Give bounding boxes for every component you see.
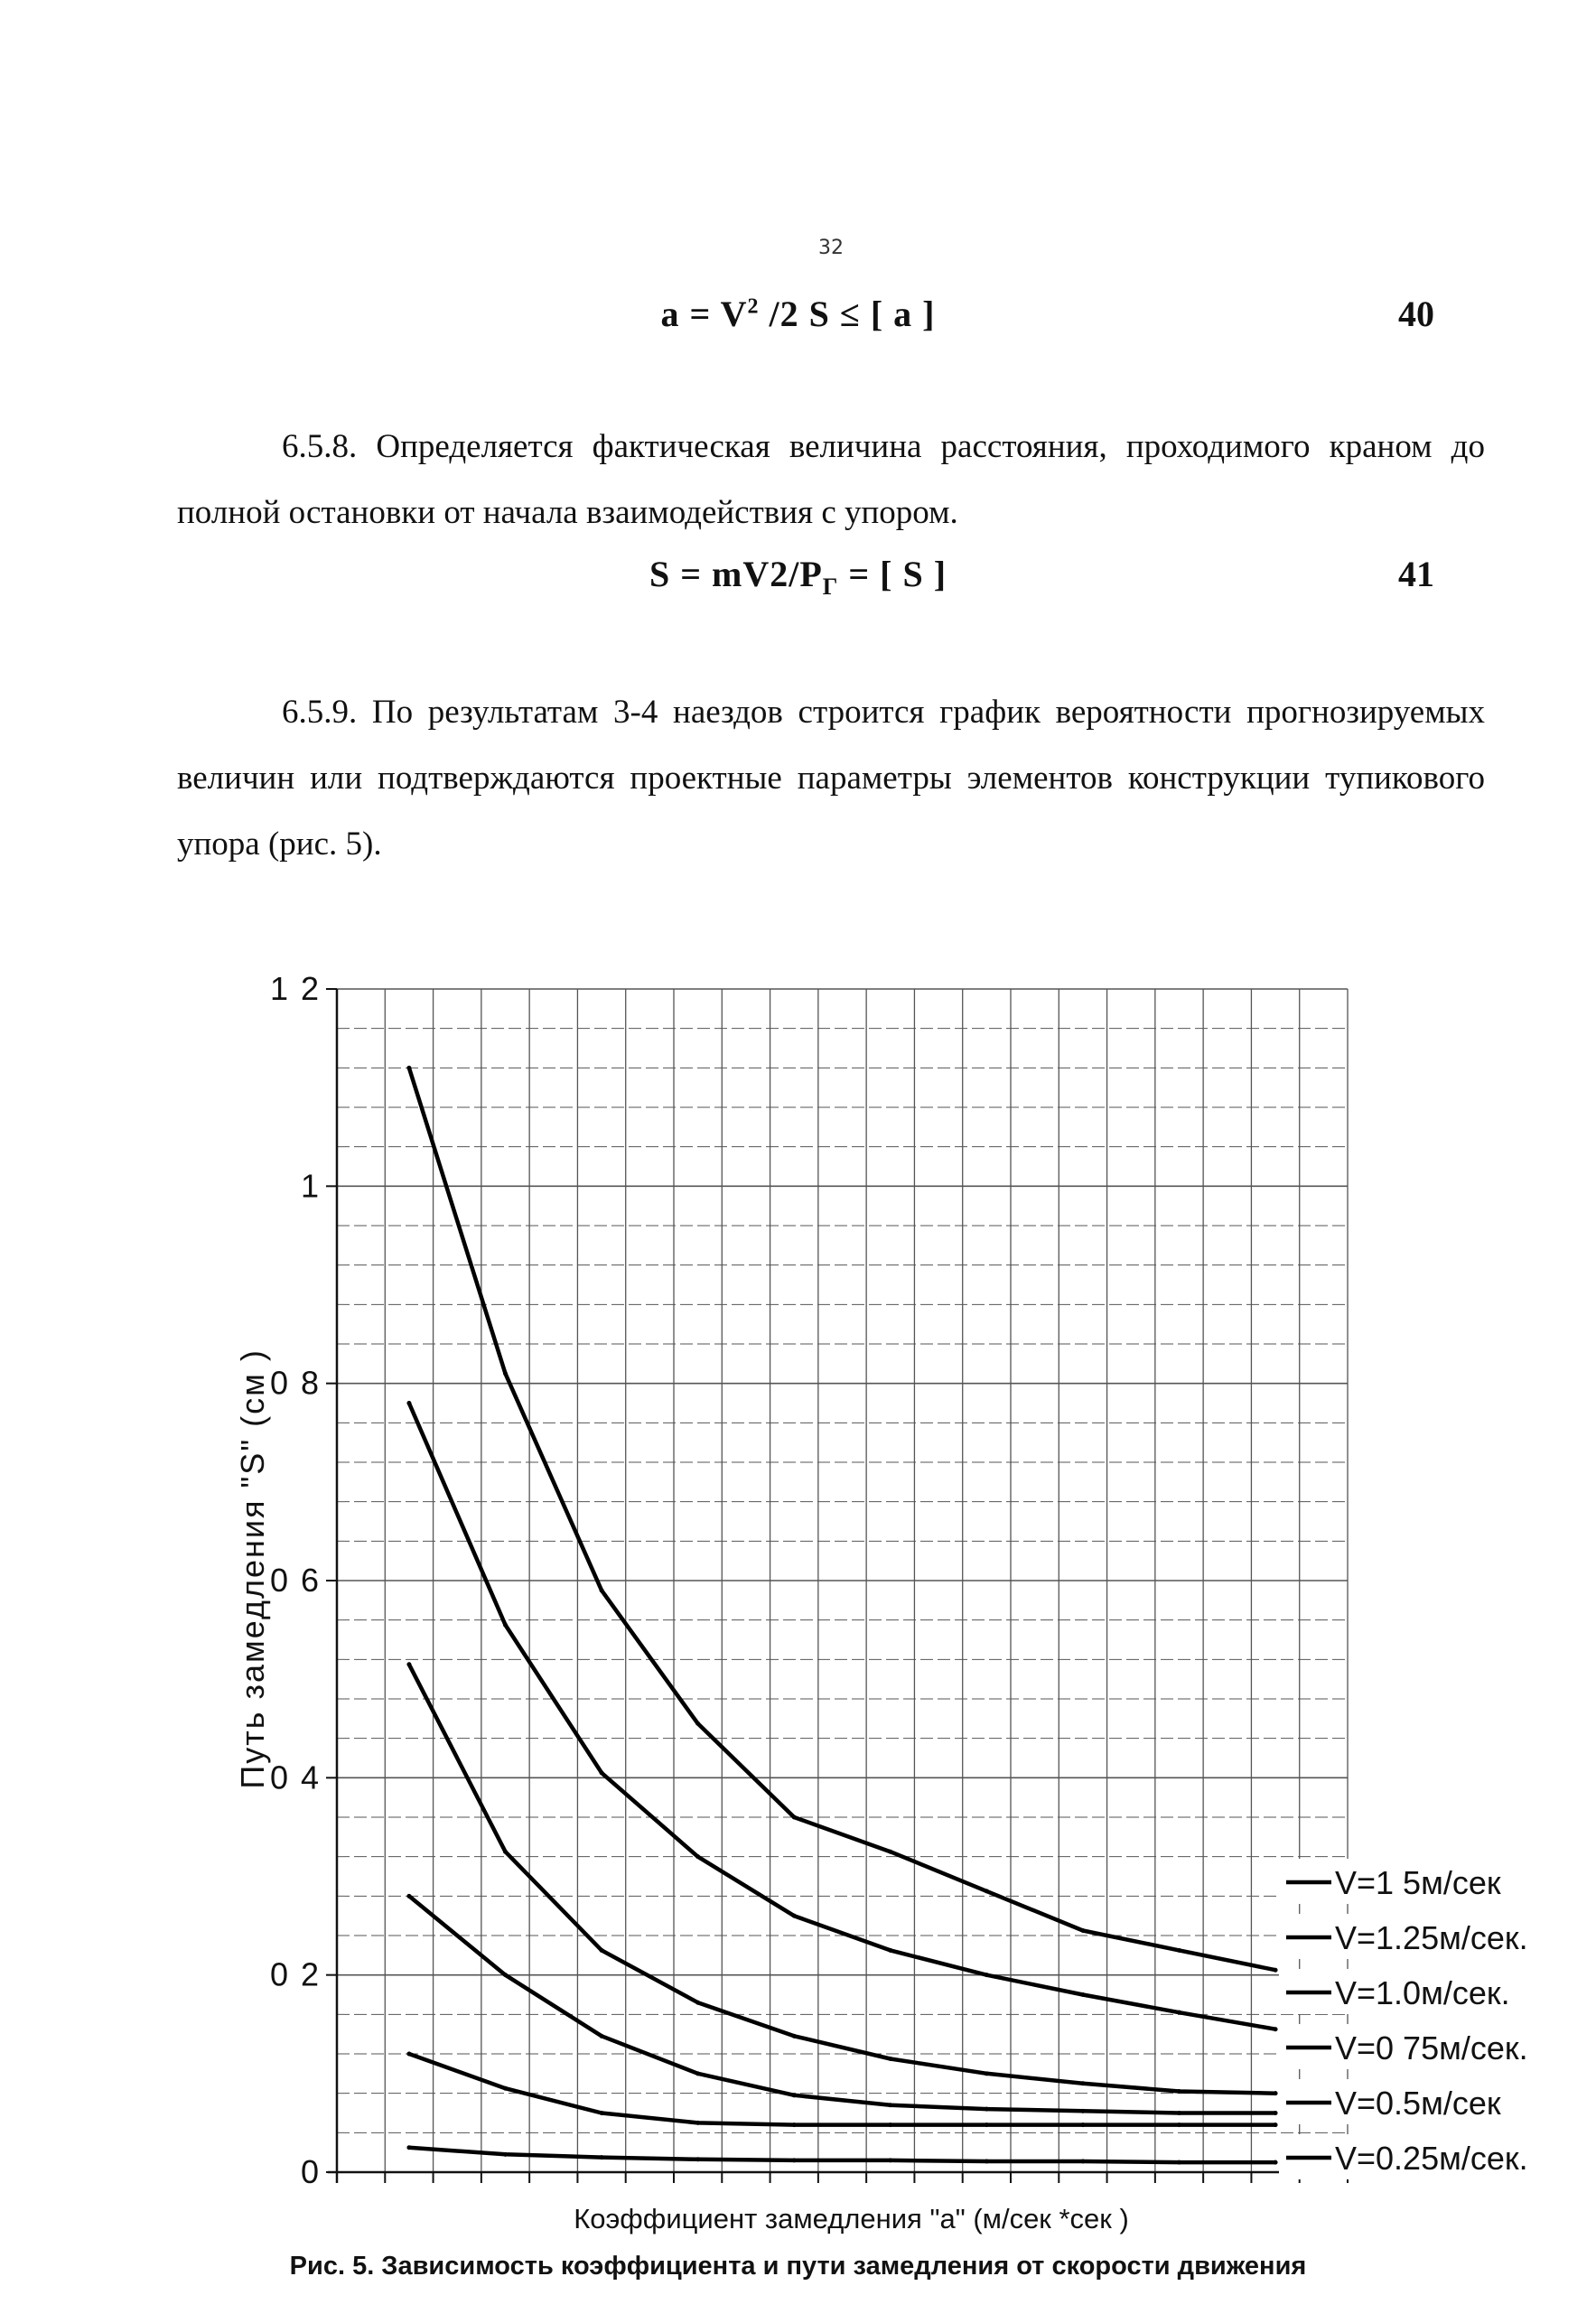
data-point	[600, 2034, 604, 2038]
y-tick-label: 1	[300, 1167, 321, 1205]
data-point	[1177, 2010, 1181, 2015]
equation-number-40: 40	[1398, 294, 1434, 334]
data-point	[888, 2103, 892, 2107]
data-point	[503, 1850, 508, 1854]
data-point	[600, 2111, 604, 2115]
data-point	[1080, 2081, 1085, 2085]
equation-number-41: 41	[1398, 554, 1434, 594]
data-point	[1274, 2091, 1278, 2095]
data-point	[1274, 2160, 1278, 2165]
data-point	[1274, 1968, 1278, 1973]
page-number: 32	[818, 237, 844, 259]
data-point	[600, 2155, 604, 2160]
data-point	[888, 2122, 892, 2127]
data-point	[600, 1588, 604, 1592]
data-point	[1080, 2122, 1085, 2127]
data-point	[406, 2052, 411, 2057]
data-point	[600, 1770, 604, 1775]
paragraph-6-5-8: 6.5.8. Определяется фактическая величина расстояния, проходимого краном до полной остановки от начала взаимодействия с упором.	[177, 428, 1485, 531]
data-point	[1080, 2159, 1085, 2163]
data-point	[888, 2057, 892, 2061]
data-point	[888, 1850, 892, 1854]
legend-label: V=1.25м/сек.	[1335, 1919, 1528, 1956]
data-point	[792, 1815, 797, 1820]
y-tick-label: 0 8	[269, 1364, 321, 1402]
chart-series	[406, 1066, 1277, 2165]
data-point	[406, 1894, 411, 1899]
data-point	[1274, 2111, 1278, 2115]
formula-41-lhs: S = mV2/P	[649, 554, 823, 594]
data-point	[503, 2152, 508, 2157]
y-tick-label: 0 4	[269, 1759, 321, 1796]
data-point	[695, 1721, 700, 1726]
data-point	[792, 2158, 797, 2162]
legend-label: V=0.5м/сек	[1335, 2085, 1501, 2122]
series-line	[409, 1665, 1275, 2094]
data-point	[695, 2071, 700, 2076]
data-point	[985, 2159, 989, 2163]
y-tick-label: 0	[300, 2153, 321, 2190]
y-tick-label: 0 6	[269, 1562, 321, 1599]
y-tick-label: 1 2	[269, 970, 321, 1007]
legend-label: V=0.25м/сек.	[1335, 2140, 1528, 2177]
data-point	[985, 2122, 989, 2127]
formula-40-exponent: 2	[747, 294, 760, 319]
data-point	[985, 2071, 989, 2076]
data-point	[985, 1889, 989, 1893]
data-point	[695, 2121, 700, 2125]
x-axis-title: Коэффициент замедления "а" (м/сек *сек )	[574, 2203, 1129, 2234]
data-point	[1177, 1948, 1181, 1953]
data-point	[1080, 2109, 1085, 2113]
data-point	[1177, 2160, 1181, 2165]
data-point	[406, 1662, 411, 1666]
data-point	[1080, 1992, 1085, 1997]
data-point	[985, 1973, 989, 1977]
data-point	[503, 2086, 508, 2091]
data-point	[503, 1623, 508, 1628]
formula-40-rhs: /2 S ≤ [ a ]	[759, 294, 936, 334]
data-point	[792, 2034, 797, 2038]
legend-label: V=0 75м/сек.	[1335, 2029, 1528, 2066]
data-point	[600, 1948, 604, 1953]
data-point	[792, 2093, 797, 2097]
data-point	[1177, 2089, 1181, 2094]
y-tick-label: 0 2	[269, 1955, 321, 1993]
data-point	[888, 2158, 892, 2162]
data-point	[1177, 2122, 1181, 2127]
data-point	[695, 2157, 700, 2161]
legend-label: V=1 5м/сек	[1335, 1864, 1501, 1901]
data-point	[695, 1854, 700, 1859]
data-point	[1274, 2027, 1278, 2031]
series-line	[409, 2148, 1275, 2162]
data-point	[985, 2107, 989, 2112]
data-point	[406, 1401, 411, 1405]
series-line	[409, 1068, 1275, 1970]
data-point	[792, 2122, 797, 2127]
data-point	[695, 2001, 700, 2005]
data-point	[1274, 2122, 1278, 2127]
y-axis-title: Путь замедления "S" (см )	[234, 1348, 271, 1789]
data-point	[792, 1914, 797, 1918]
formula-41-subscript: Г	[822, 574, 839, 600]
formula-40-lhs: a = V	[660, 294, 748, 334]
data-point	[406, 1066, 411, 1070]
data-point	[406, 2145, 411, 2150]
formula-41-rhs: = [ S ]	[838, 554, 947, 594]
data-point	[1177, 2111, 1181, 2115]
data-point	[503, 1973, 508, 1977]
data-point	[888, 1948, 892, 1953]
figure-caption: Рис. 5. Зависимость коэффициента и пути замедления от скорости движения	[289, 2252, 1307, 2281]
paragraph-6-5-9: 6.5.9. По результатам 3-4 наездов строится график вероятности прогнозируемых величин или подтверждаются проектные параметры элементов конструкции тупикового упора (рис. 5).	[177, 694, 1485, 863]
chart-legend	[1279, 1859, 1577, 2179]
legend-label: V=1.0м/сек.	[1335, 1974, 1510, 2011]
data-point	[503, 1371, 508, 1376]
data-point	[1080, 1928, 1085, 1933]
chart-grid	[337, 989, 1348, 2172]
